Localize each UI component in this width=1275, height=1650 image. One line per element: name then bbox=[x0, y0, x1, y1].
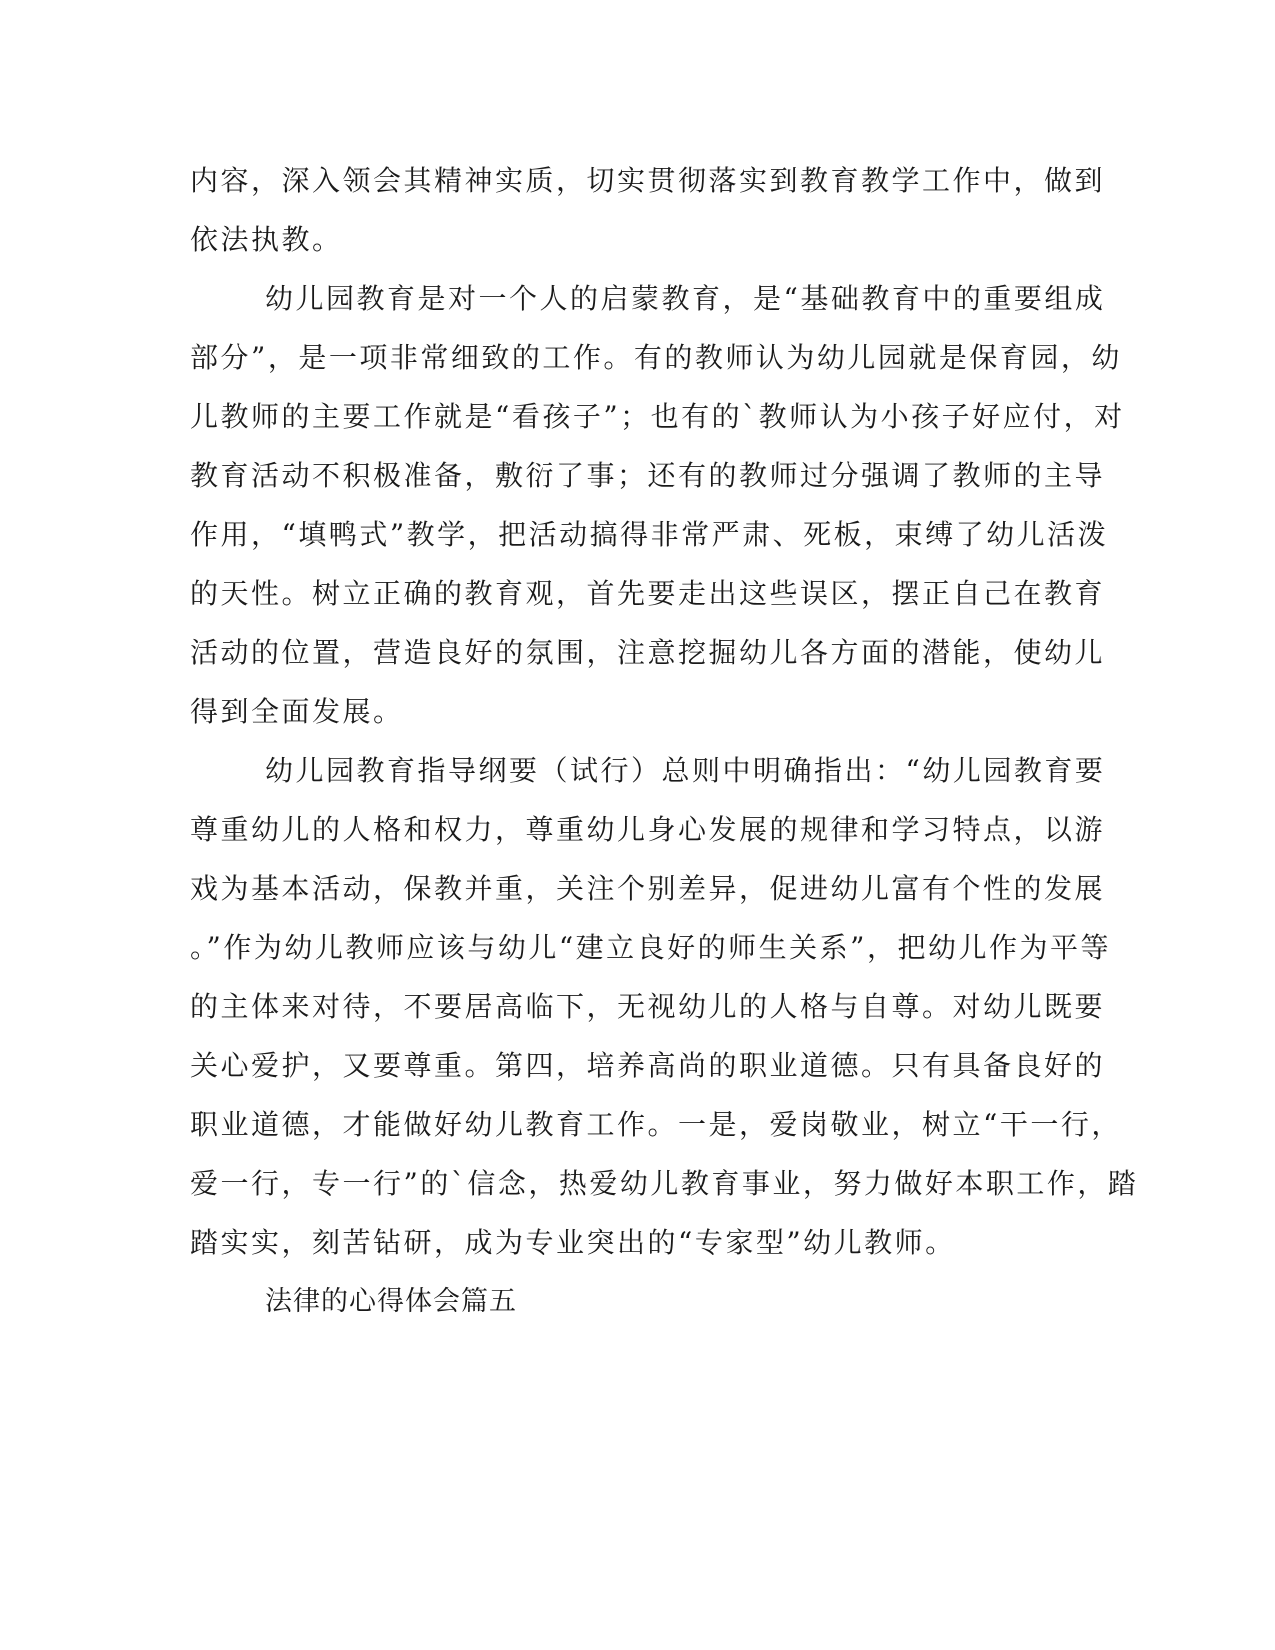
paragraph-3-line-7: 职业道德，才能做好幼儿教育工作。一是，爱岗敬业，树立“干一行， bbox=[190, 1108, 1122, 1141]
paragraph-2-line-2: 部分”，是一项非常细致的工作。有的教师认为幼儿园就是保育园，幼 bbox=[190, 341, 1122, 374]
paragraph-2-line-8: 得到全面发展。 bbox=[190, 695, 404, 728]
paragraph-3-line-9: 踏实实，刻苦钻研，成为专业突出的“专家型”幼儿教师。 bbox=[190, 1226, 956, 1259]
paragraph-3-line-6: 关心爱护，又要尊重。第四，培养高尚的职业道德。只有具备良好的 bbox=[190, 1049, 1106, 1082]
paragraph-2-line-4: 教育活动不积极准备，敷衍了事；还有的教师过分强调了教师的主导 bbox=[190, 459, 1106, 492]
paragraph-1-line-2: 依法执教。 bbox=[190, 223, 343, 256]
paragraph-3-line-1: 幼儿园教育指导纲要（试行）总则中明确指出：“幼儿园教育要 bbox=[265, 754, 1106, 787]
paragraph-2-line-5: 作用，“填鸭式”教学，把活动搞得非常严肃、死板，束缚了幼儿活泼 bbox=[190, 518, 1109, 551]
paragraph-1-line-1: 内容，深入领会其精神实质，切实贯彻落实到教育教学工作中，做到 bbox=[190, 164, 1106, 197]
paragraph-3-line-4: 。”作为幼儿教师应该与幼儿“建立良好的师生关系”，把幼儿作为平等 bbox=[190, 931, 1111, 964]
paragraph-2-line-6: 的天性。树立正确的教育观，首先要走出这些误区，摆正自己在教育 bbox=[190, 577, 1106, 610]
paragraph-2-line-3: 儿教师的主要工作就是“看孩子”；也有的`教师认为小孩子好应付，对 bbox=[190, 400, 1125, 433]
section-heading: 法律的心得体会篇五 bbox=[265, 1286, 517, 1317]
paragraph-2-line-7: 活动的位置，营造良好的氛围，注意挖掘幼儿各方面的潜能，使幼儿 bbox=[190, 636, 1106, 669]
paragraph-3-line-3: 戏为基本活动，保教并重，关注个别差异，促进幼儿富有个性的发展 bbox=[190, 872, 1106, 905]
paragraph-3-line-2: 尊重幼儿的人格和权力，尊重幼儿身心发展的规律和学习特点，以游 bbox=[190, 813, 1106, 846]
paragraph-3-line-5: 的主体来对待，不要居高临下，无视幼儿的人格与自尊。对幼儿既要 bbox=[190, 990, 1106, 1023]
paragraph-3-line-8: 爱一行，专一行”的`信念，热爱幼儿教育事业，努力做好本职工作，踏 bbox=[190, 1167, 1139, 1200]
paragraph-2-line-1: 幼儿园教育是对一个人的启蒙教育，是“基础教育中的重要组成 bbox=[265, 282, 1106, 315]
